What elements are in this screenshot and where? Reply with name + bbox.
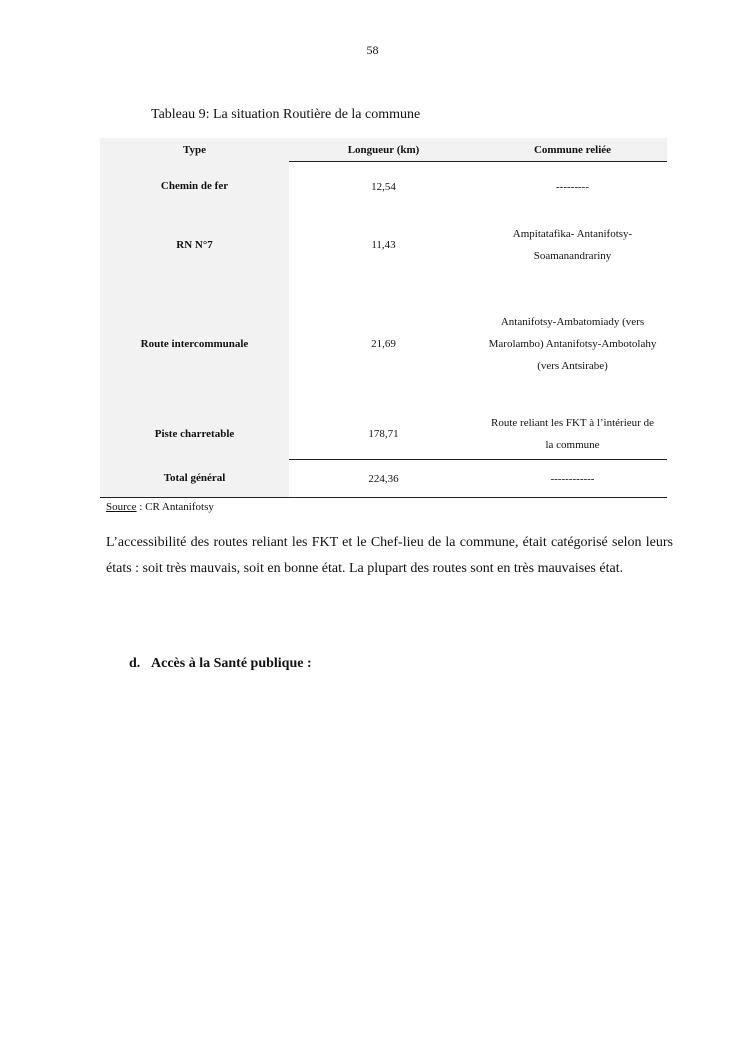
source-label: Source [106,501,137,513]
cell-length: 178,71 [368,428,399,440]
section-letter: d. [129,656,141,671]
total-length: 224,36 [289,460,478,498]
header-length: Longueur (km) [289,138,478,162]
page-number: 58 [366,43,379,57]
cell-length: 12,54 [371,180,396,193]
section-title: Accès à la Santé publique : [151,656,312,671]
cell-length: 21,69 [371,338,396,350]
cell-type: Route intercommunale [100,279,289,409]
cell-type: RN N°7 [100,211,289,279]
cell-commune: Antanifotsy-Ambatomiady (vers Marolambo) Antanifotsy-Ambotolahy (vers Antsirabe) [488,316,657,372]
cell-type: Piste charretable [100,409,289,460]
cell-commune: Ampitatafika- Antanifotsy-Soamanandrariny [512,228,633,262]
cell-type: Chemin de fer [100,162,289,212]
header-type: Type [100,138,289,162]
table-total-row [100,460,667,498]
body-paragraph: L’accessibilité des routes reliant les FKT et le Chef-lieu de la commune, était catégorisé selon leurs états : soit très mauvais, soit en bonne état. La plupart des routes sont en très mauvaises état. [106,535,673,576]
table-row [100,162,667,212]
table-row [100,279,667,409]
road-situation-table [100,138,667,498]
cell-commune: --------- [556,180,589,193]
header-commune: Commune reliée [478,138,667,162]
cell-length: 11,43 [371,239,396,251]
table-row [100,409,667,460]
cell-commune: Route reliant les FKT à l’intérieur de la commune [491,417,654,451]
table-header-row [100,138,667,162]
table-row [100,211,667,279]
table-caption: Tableau 9: La situation Routière de la commune [151,107,421,122]
total-label: Total général [100,460,289,498]
section-heading [129,656,312,672]
total-commune: ------------ [478,460,667,498]
source-text: : CR Antanifotsy [136,501,214,513]
table-source [106,501,214,513]
